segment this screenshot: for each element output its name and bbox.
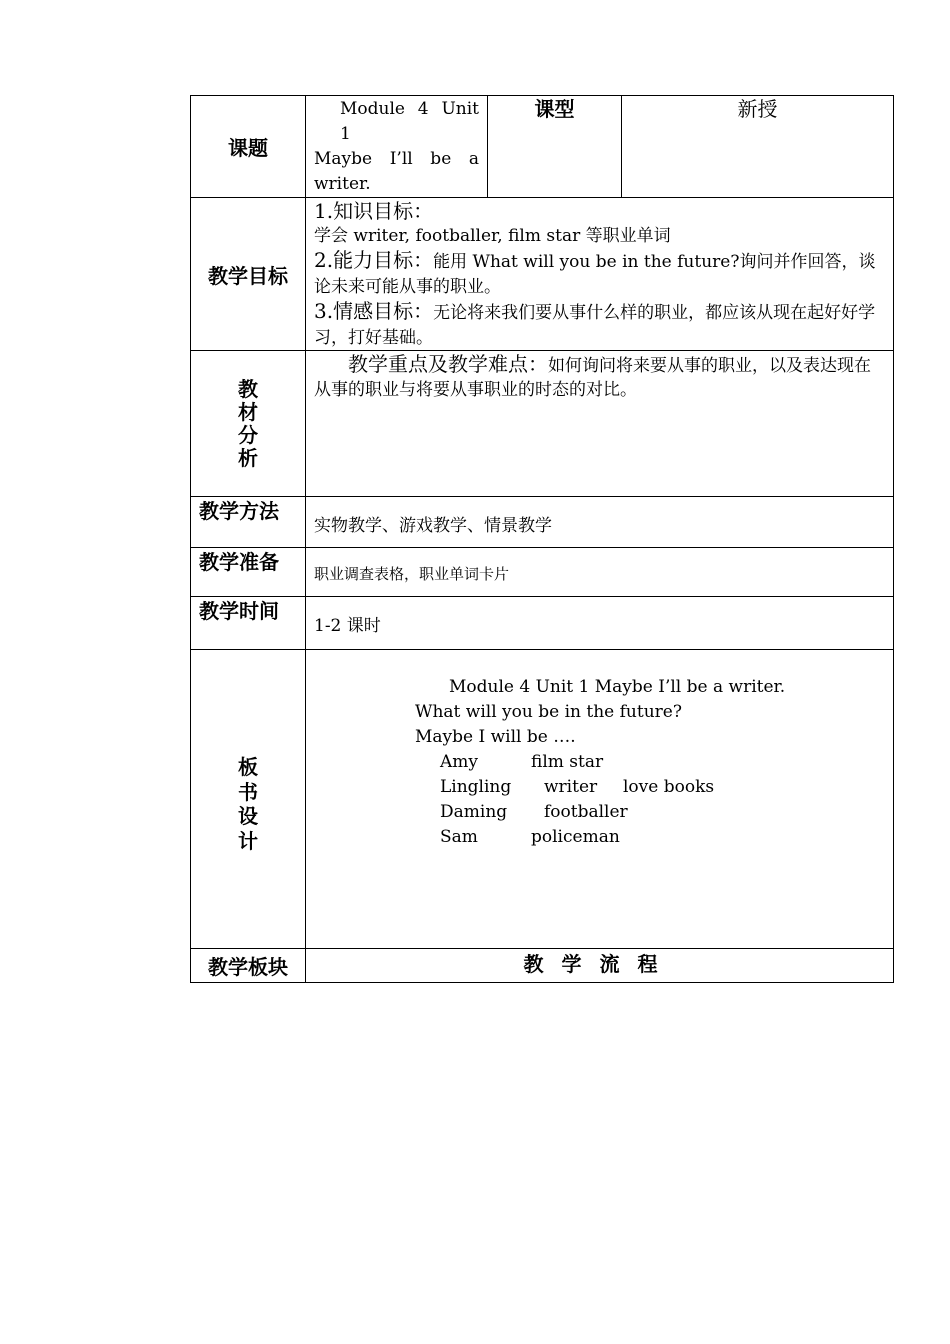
board-job: writer xyxy=(544,777,598,797)
board-job-list xyxy=(306,750,893,850)
time-label: 教学时间 xyxy=(191,597,306,650)
board-job: footballer xyxy=(544,802,628,822)
preparation-label: 教学准备 xyxy=(191,548,306,597)
preparation-value: 职业调查表格，职业单词卡片 xyxy=(306,548,894,597)
topic-line-1: Module 4 Unit 1 xyxy=(340,99,479,144)
analysis-text: 如何询问将来要从事的职业，以及表达现在从事的职业与将要从事职业的时态的对比。 xyxy=(314,356,871,400)
board-job-row xyxy=(306,800,893,825)
board-job: policeman xyxy=(531,827,620,847)
objectives-row xyxy=(191,198,894,351)
topic-value xyxy=(306,96,488,198)
objectives-label: 教学目标 xyxy=(191,198,306,351)
lesson-plan-document xyxy=(190,95,893,983)
board-student-name: Sam xyxy=(440,827,478,847)
board-content xyxy=(306,650,894,949)
knowledge-goal-heading: 1.知识目标： xyxy=(314,199,434,223)
board-job-row xyxy=(306,750,893,775)
analysis-label: 教材分析 xyxy=(238,376,258,470)
analysis-heading: 教学重点及教学难点： xyxy=(348,352,548,376)
ability-goal-text: 能用 What will you be in the future?询问并作回答，谈论未来可能从事的职业。 xyxy=(314,252,876,297)
preparation-row xyxy=(191,548,894,597)
board-question: What will you be in the future? xyxy=(415,702,682,722)
board-row xyxy=(191,650,894,949)
topic-row xyxy=(191,96,894,198)
time-row xyxy=(191,597,894,650)
board-answer: Maybe I will be …. xyxy=(415,727,576,747)
board-label-cell xyxy=(191,650,306,949)
topic-line-3: writer. xyxy=(314,174,371,194)
topic-line-2: Maybe I’ll be a xyxy=(314,149,479,169)
board-label: 板书设计 xyxy=(238,755,258,853)
methods-label: 教学方法 xyxy=(191,497,306,548)
objectives-content xyxy=(306,198,894,351)
analysis-content xyxy=(306,351,894,497)
ability-goal xyxy=(314,248,876,297)
emotion-goal-text: 无论将来我们要从事什么样的职业，都应该从现在起好好学习，打好基础。 xyxy=(314,303,876,348)
topic-label: 课题 xyxy=(191,96,306,198)
board-job: film star xyxy=(531,752,604,772)
lesson-type-value: 新授 xyxy=(622,96,894,198)
process-row xyxy=(191,949,894,983)
ability-goal-heading: 2.能力目标： xyxy=(314,248,434,272)
time-value: 1-2 课时 xyxy=(306,597,894,650)
board-student-name: Daming xyxy=(440,802,508,822)
methods-row xyxy=(191,497,894,548)
board-title: Module 4 Unit 1 Maybe I’ll be a writer. xyxy=(449,677,786,697)
knowledge-goal-text: 学会 writer, footballer, film star 等职业单词 xyxy=(314,225,671,246)
lesson-plan-table xyxy=(190,95,894,983)
process-label: 教学板块 xyxy=(191,949,306,983)
emotion-goal-heading: 3.情感目标： xyxy=(314,299,434,323)
board-job-row xyxy=(306,775,893,800)
analysis-row xyxy=(191,351,894,497)
board-job-row xyxy=(306,825,893,850)
process-value: 教学流程 xyxy=(306,949,894,983)
analysis-label-cell xyxy=(191,351,306,497)
board-student-name: Lingling xyxy=(440,777,512,797)
methods-value: 实物教学、游戏教学、情景教学 xyxy=(306,497,894,548)
emotion-goal xyxy=(314,299,876,348)
board-student-name: Amy xyxy=(440,752,479,772)
lesson-type-label: 课型 xyxy=(488,96,622,198)
board-note: love books xyxy=(623,777,715,797)
